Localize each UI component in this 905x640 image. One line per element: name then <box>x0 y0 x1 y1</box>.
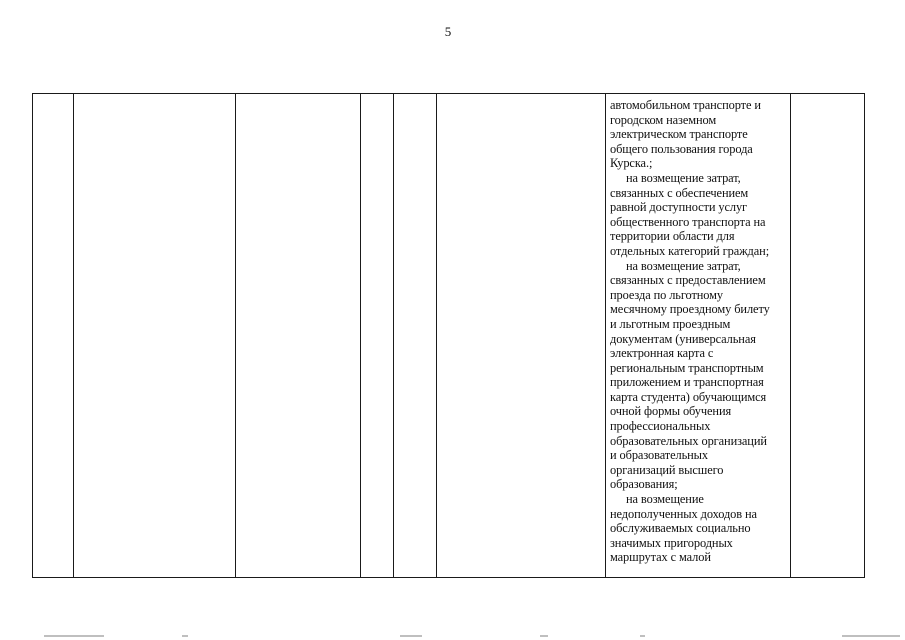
text-line: на возмещение затрат, <box>626 258 741 273</box>
text-line: и образовательных <box>610 448 709 463</box>
text-line: Курска.; <box>610 156 653 171</box>
text-line: общего пользования города <box>610 141 753 156</box>
text-line: недополученных доходов на <box>610 506 757 521</box>
text-line: профессиональных <box>610 419 711 434</box>
document-table <box>32 93 865 578</box>
text-line: связанных с обеспечением <box>610 185 749 200</box>
scan-edge-artifact <box>0 630 905 640</box>
text-line: обслуживаемых социально <box>610 521 751 536</box>
text-line: связанных с предоставлением <box>610 273 766 288</box>
text-line: городском наземном <box>610 112 717 127</box>
text-line: месячному проездному билету <box>610 302 770 317</box>
text-line: маршрутах с малой <box>610 550 711 565</box>
text-line: приложением и транспортная <box>610 375 764 390</box>
text-line: образовательных организаций <box>610 433 767 448</box>
text-line: территории области для <box>610 229 735 244</box>
page-number: 5 <box>444 24 452 39</box>
table-cell-col-4 <box>361 94 394 578</box>
table-row <box>33 94 865 578</box>
description-text <box>606 94 790 565</box>
text-line: автомобильном транспорте и <box>610 98 761 112</box>
text-line: региональным транспортным <box>610 360 764 375</box>
text-line: документам (универсальная <box>610 331 756 346</box>
table-cell-col-2 <box>74 94 236 578</box>
table-cell-col-8 <box>791 94 865 578</box>
text-line: очной формы обучения <box>610 404 732 419</box>
table-cell-col-5 <box>394 94 437 578</box>
text-line: на возмещение <box>626 492 704 507</box>
table-cell-col-1 <box>33 94 74 578</box>
table-cell-col-3 <box>236 94 361 578</box>
text-line: образования; <box>610 477 678 492</box>
text-line: проезда по льготному <box>610 287 724 302</box>
text-line: и льготным проездным <box>610 316 731 331</box>
text-line: электронная карта с <box>610 346 714 361</box>
text-line: электрическом транспорте <box>610 127 748 142</box>
text-line: карта студента) обучающимся <box>610 389 767 404</box>
text-line: на возмещение затрат, <box>626 170 741 185</box>
text-line: организаций высшего <box>610 462 724 477</box>
text-line: отдельных категорий граждан; <box>610 243 770 258</box>
table-cell-col-6 <box>437 94 606 578</box>
table-cell-description <box>606 94 791 578</box>
text-line: значимых пригородных <box>610 535 733 550</box>
text-line: равной доступности услуг <box>610 200 748 215</box>
text-line: общественного транспорта на <box>610 214 766 229</box>
